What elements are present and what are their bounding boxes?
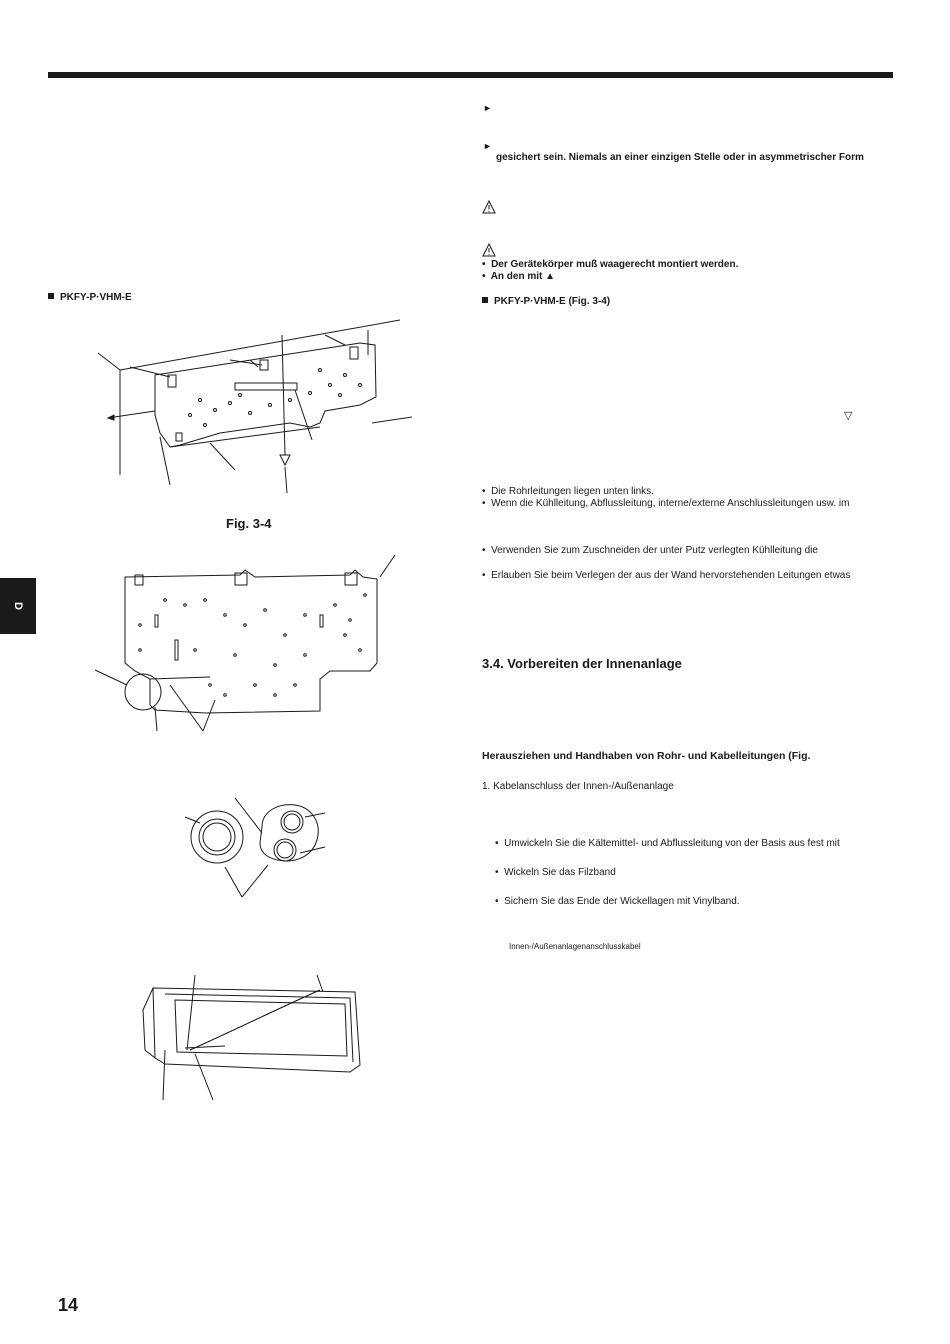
square-bullet-icon [482,297,488,303]
bullet-allow: • Erlauben Sie beim Verlegen der aus der Wand hervorstehenden Leitungen etwas [482,570,851,581]
pull-out-heading: Herausziehen und Handhaben von Rohr- und Kabelleitungen (Fig. [482,750,811,762]
bullet-pipes-left: • Die Rohrleitungen liegen unten links. [482,486,654,497]
page-number: 14 [58,1295,79,1315]
arrow-marker-2: ► [483,141,492,151]
bullet-when-pipes: • Wenn die Kühlleitung, Abflussleitung, interne/externe Anschlussleitungen usw. im [482,498,850,509]
section-title: 3.4. Vorbereiten der Innenanlage [482,656,682,671]
pipe-cover-diagram [180,795,330,905]
figure-label: Fig. 3-4 [226,516,272,531]
cable-label: Innen-/Außenanlagenanschlusskabel [509,942,641,951]
language-tab: D [0,578,36,634]
indoor-unit-piping-diagram [135,970,365,1105]
warning-triangle-icon [482,200,496,214]
bullet-cutting: • Verwenden Sie zum Zuschneiden der unter Putz verlegten Kühlleitung die [482,545,818,556]
header-rule [48,72,893,78]
bullet-level-mount: • Der Gerätekörper muß waagerecht montiert werden. [482,259,739,270]
square-bullet-icon [48,293,54,299]
caution-triangle-icon [482,243,496,257]
mounting-plate-front-diagram [95,555,395,735]
mounting-plate-wall-diagram [90,315,430,495]
text-secured-line: gesichert sein. Niemals an einer einzigen Stelle oder in asymmetrischer Form [496,152,864,163]
arrow-marker-1: ► [483,103,492,113]
step-1: 1. Kabelanschluss der Innen-/Außenanlage [482,781,674,792]
bullet-vinyl: • Sichern Sie das Ende der Wickellagen mit Vinylband. [495,896,740,907]
triangle-mark: ▽ [844,410,853,422]
bullet-felt: • Wickeln Sie das Filzband [495,867,616,878]
bullet-wrap: • Umwickeln Sie die Kältemittel- und Abflussleitung von der Basis aus fest mit [495,838,840,849]
bullet-marked-points: • An den mit ▲ [482,271,556,282]
right-model-heading: PKFY-P·VHM-E (Fig. 3-4) [482,296,610,308]
left-model-heading: PKFY-P·VHM-E [48,292,132,304]
